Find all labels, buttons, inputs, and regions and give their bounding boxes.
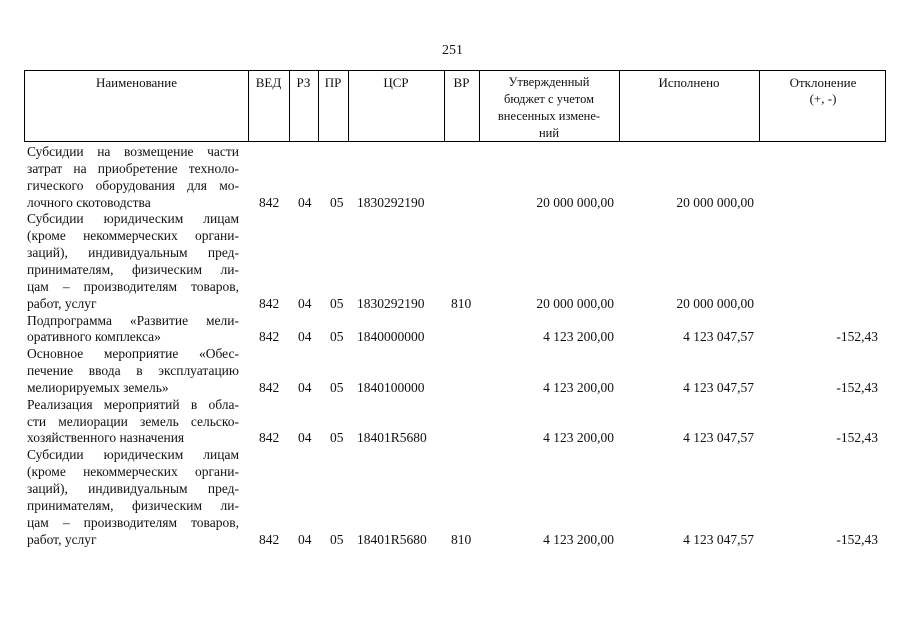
row-name-line: оративного комплекса»	[27, 329, 161, 345]
row-rz: 04	[298, 295, 312, 311]
row-approved: 4 123 200,00	[543, 531, 614, 547]
row-ved: 842	[259, 329, 280, 345]
row-name-line: сти мелиорации земель сельско-	[27, 413, 239, 429]
row-deviation: -152,43	[836, 329, 878, 345]
page-number: 251	[442, 43, 463, 58]
row-vr: 810	[451, 531, 472, 547]
row-rz: 04	[298, 329, 312, 345]
header-approved-line: ний	[538, 126, 560, 140]
row-pr: 05	[330, 329, 344, 345]
header-deviation-line: (+, -)	[809, 91, 837, 106]
row-vr: 810	[451, 295, 472, 311]
row-rz: 04	[298, 430, 312, 446]
row-approved: 4 123 200,00	[543, 430, 614, 446]
header-ved: ВЕД	[255, 75, 282, 90]
row-name-line: цам – производителям товаров,	[27, 514, 239, 530]
row-pr: 05	[330, 379, 344, 395]
row-name-line: Подпрограмма «Развитие мели-	[27, 312, 239, 328]
row-name-line: Субсидии на возмещение части	[27, 144, 239, 159]
row-name-line: Субсидии юридическим лицам	[27, 447, 239, 463]
row-name-line: печение ввода в эксплуатацию	[27, 363, 239, 379]
row-name-line: хозяйственного назначения	[27, 430, 185, 446]
header-name: Наименование	[96, 75, 177, 90]
row-csr: 1840000000	[357, 329, 425, 345]
header-csr: ЦСР	[383, 75, 409, 90]
row-name-line: мелиорируемых земель»	[27, 379, 169, 395]
header-approved	[479, 74, 619, 142]
row-name-line: работ, услуг	[27, 295, 97, 311]
header-pr: ПР	[324, 75, 342, 90]
header-executed: Исполнено	[658, 75, 720, 90]
row-name-line: заций), индивидуальным пред-	[27, 245, 239, 261]
row-pr: 05	[330, 531, 344, 547]
row-pr: 05	[330, 430, 344, 446]
header-vr: ВР	[453, 75, 470, 90]
row-ved: 842	[259, 379, 280, 395]
row-ved: 842	[259, 430, 280, 446]
row-name-line: цам – производителям товаров,	[27, 278, 239, 294]
row-name-line: принимателям, физическим ли-	[27, 497, 239, 513]
row-deviation: -152,43	[836, 531, 878, 547]
header-approved-line: Утвержденный	[508, 75, 590, 89]
row-name-line: работ, услуг	[27, 531, 97, 547]
row-csr: 18401R5680	[357, 430, 427, 446]
row-name-line: Реализация мероприятий в обла-	[27, 396, 239, 412]
row-approved: 4 123 200,00	[543, 329, 614, 345]
row-name-line: затрат на приобретение техноло-	[27, 160, 239, 176]
row-name-line: принимателям, физическим ли-	[27, 261, 239, 277]
row-executed: 4 123 047,57	[683, 379, 754, 395]
row-name-line: заций), индивидуальным пред-	[27, 481, 239, 496]
row-csr: 1840100000	[357, 379, 425, 395]
row-executed: 20 000 000,00	[676, 194, 754, 210]
row-csr: 18401R5680	[357, 531, 427, 547]
row-rz: 04	[298, 531, 312, 547]
row-name-line: (кроме некоммерческих органи-	[27, 464, 239, 480]
header-approved-line: внесенных измене-	[497, 109, 601, 123]
row-deviation: -152,43	[836, 379, 878, 395]
row-executed: 4 123 047,57	[683, 430, 754, 446]
row-csr: 1830292190	[357, 194, 425, 210]
row-executed: 4 123 047,57	[683, 531, 754, 547]
row-ved: 842	[259, 531, 280, 547]
row-csr: 1830292190	[357, 295, 425, 311]
header-deviation	[759, 75, 887, 107]
row-executed: 20 000 000,00	[676, 295, 754, 311]
row-rz: 04	[298, 194, 312, 210]
row-deviation: -152,43	[836, 430, 878, 446]
row-name-line: Основное мероприятие «Обес-	[27, 346, 239, 362]
row-executed: 4 123 047,57	[683, 329, 754, 345]
row-pr: 05	[330, 194, 344, 210]
header-approved-line: бюджет с учетом	[503, 92, 594, 106]
row-pr: 05	[330, 295, 344, 311]
header-rz: РЗ	[296, 75, 311, 90]
row-rz: 04	[298, 379, 312, 395]
row-approved: 20 000 000,00	[536, 194, 614, 210]
row-name-line: лочного скотоводства	[27, 194, 151, 210]
header-deviation-line: Отклонение	[789, 75, 857, 90]
row-ved: 842	[259, 295, 280, 311]
row-ved: 842	[259, 194, 280, 210]
row-approved: 4 123 200,00	[543, 379, 614, 395]
row-name-line: (кроме некоммерческих органи-	[27, 228, 239, 244]
row-name-line: гического оборудования для мо-	[27, 177, 239, 193]
row-approved: 20 000 000,00	[536, 295, 614, 311]
table-header	[24, 70, 886, 142]
row-name-line: Субсидии юридическим лицам	[27, 211, 239, 227]
